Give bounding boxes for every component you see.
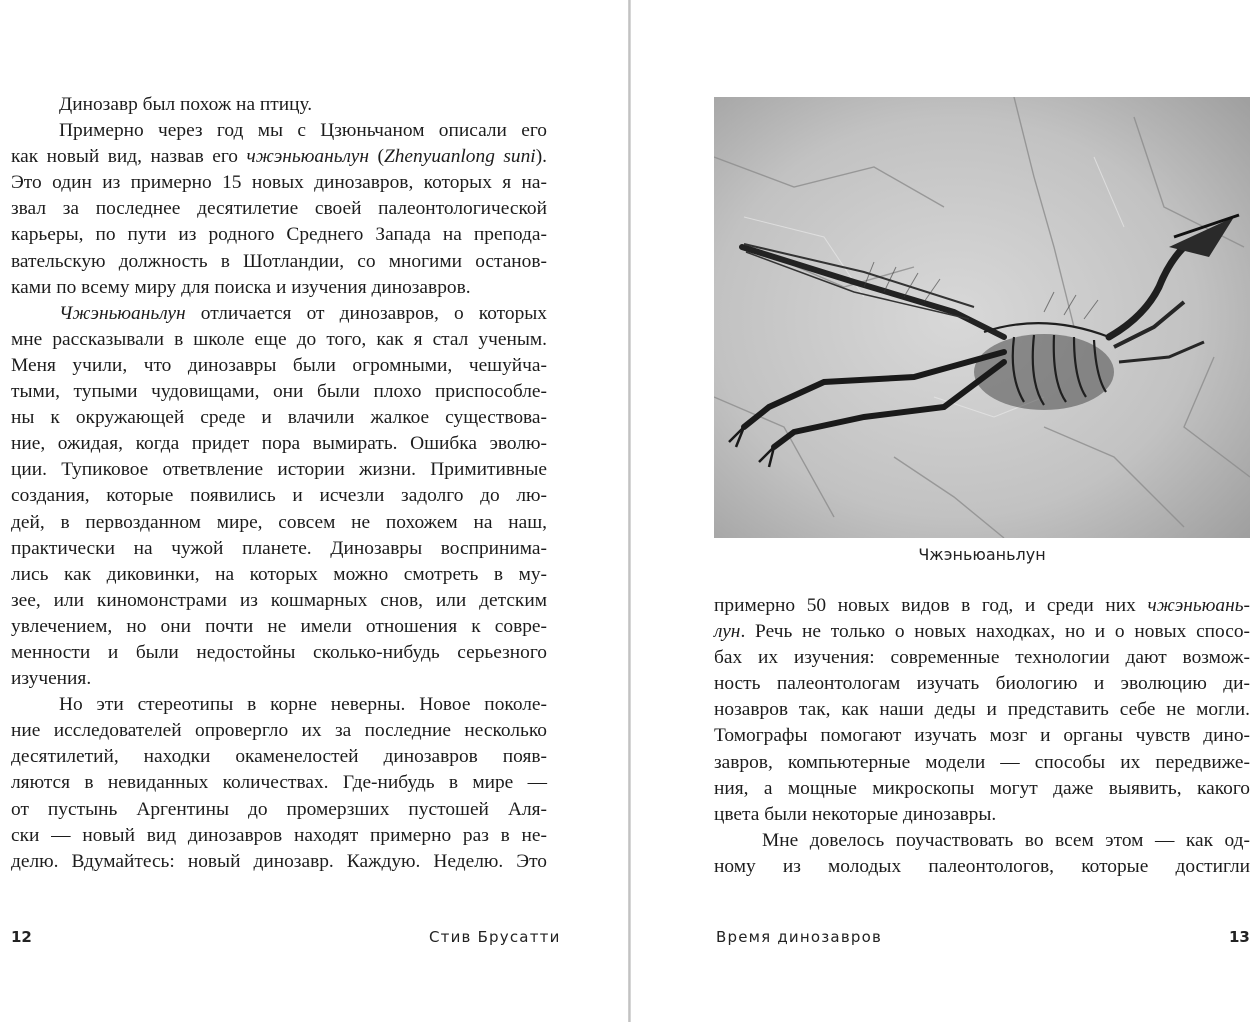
text-line: создания, которые появились и исчезли задолго до лю- xyxy=(11,485,547,507)
left-running-head: Стив Брусатти xyxy=(429,928,561,946)
text-line: ны к окружающей среде и влачили жалкое существова- xyxy=(11,407,547,429)
text-line: бах их изучения: современные технологии дают возмож- xyxy=(714,647,1250,669)
text-line: вательскую должность в Шотландии, со многими останов- xyxy=(11,250,547,272)
text-line: ние исследователей опровергло их за последние несколько xyxy=(11,720,547,742)
right-page-number: 13 xyxy=(1229,928,1250,946)
text-line: лись как диковинки, на которых можно смотреть в му- xyxy=(11,563,547,585)
text-line: звал за последнее десятилетие своей палеонтологической xyxy=(11,198,547,220)
text-line: делю. Вдумайтесь: новый динозавр. Каждую. Неделю. Это xyxy=(11,850,547,872)
text-line: Примерно через год мы с Цзюньчаном описали его xyxy=(59,120,547,142)
text-line: ному из молодых палеонтологов, которые достигли xyxy=(714,855,1250,877)
text-line: карьеры, по пути из родного Среднего Запада на препода- xyxy=(11,224,547,246)
text-line: Мне довелось поучаствовать во всем этом — как од- xyxy=(762,829,1250,851)
text-line: ность палеонтологам изучать биологию и эволюцию ди- xyxy=(714,673,1250,695)
text-line: ния, а мощные микроскопы могут даже выявить, какого xyxy=(714,777,1250,799)
text-line: ции. Тупиковое ответвление истории жизни. Примитивные xyxy=(11,459,547,481)
text-line: мне рассказывали в школе еще до того, как я стал ученым. xyxy=(11,328,547,350)
left-page-number: 12 xyxy=(11,928,32,946)
book-gutter xyxy=(628,0,631,1022)
text-line: десятилетий, находки окаменелостей динозавров появ- xyxy=(11,746,547,768)
text-line: Меня учили, что динозавры были огромными, чешуйча- xyxy=(11,354,547,376)
text-line: менности и были недостойны сколько-нибудь серьезного xyxy=(11,641,547,663)
text-line: завров, компьютерные модели — способы их передвиже- xyxy=(714,751,1250,773)
text-line: примерно 50 новых видов в год, и среди них чжэньюань- xyxy=(714,595,1250,616)
text-line: Динозавр был похож на птицу. xyxy=(59,94,313,115)
fossil-photo xyxy=(714,97,1250,538)
text-line: ски — новый вид динозавров находят примерно раз в не- xyxy=(11,824,547,846)
figure-caption: Чжэньюаньлун xyxy=(918,545,1046,564)
text-line: цвета были некоторые динозавры. xyxy=(714,803,997,825)
text-line: тыми, тупыми чудовищами, они были плохо приспособле- xyxy=(11,381,547,403)
text-line: ляются в невиданных количествах. Где-нибудь в мире — xyxy=(11,772,547,794)
text-line: Но эти стереотипы в корне неверны. Новое поколе- xyxy=(59,694,547,716)
text-line: практически на чужой планете. Динозавры воспринима- xyxy=(11,537,547,559)
text-line: как новый вид, назвав его чжэньюаньлун (Zhenyuanlong suni). xyxy=(11,146,547,168)
fossil-image-icon xyxy=(714,97,1250,538)
left-page-body-text xyxy=(11,92,547,875)
right-page-body-text xyxy=(714,593,1250,880)
text-line: ние, ожидая, когда придет пора вымирать. Ошибка эволю- xyxy=(11,433,547,455)
text-line: дей, в первозданном мире, совсем не похожем на наш, xyxy=(11,511,547,533)
text-line: нозавров так, как наши деды и представить себе не могли. xyxy=(714,699,1250,721)
text-line: от пустынь Аргентины до промерзших пустошей Аля- xyxy=(11,798,547,820)
text-line: Чжэньюаньлун отличается от динозавров, о которых xyxy=(59,302,547,324)
text-line: Томографы помогают изучать мозг и органы чувств дино- xyxy=(714,725,1250,747)
right-running-head: Время динозавров xyxy=(716,928,882,946)
text-line: Это один из примерно 15 новых динозавров, которых я на- xyxy=(11,172,547,194)
text-line: увлечением, но они почти не имели отношения к совре- xyxy=(11,615,547,637)
text-line: ками по всему миру для поиска и изучения динозавров. xyxy=(11,276,471,298)
text-line: лун. Речь не только о новых находках, но и о новых спосо- xyxy=(714,621,1250,643)
text-line: зее, или киномонстрами из кошмарных снов, или детским xyxy=(11,589,547,611)
text-line: изучения. xyxy=(11,668,92,690)
